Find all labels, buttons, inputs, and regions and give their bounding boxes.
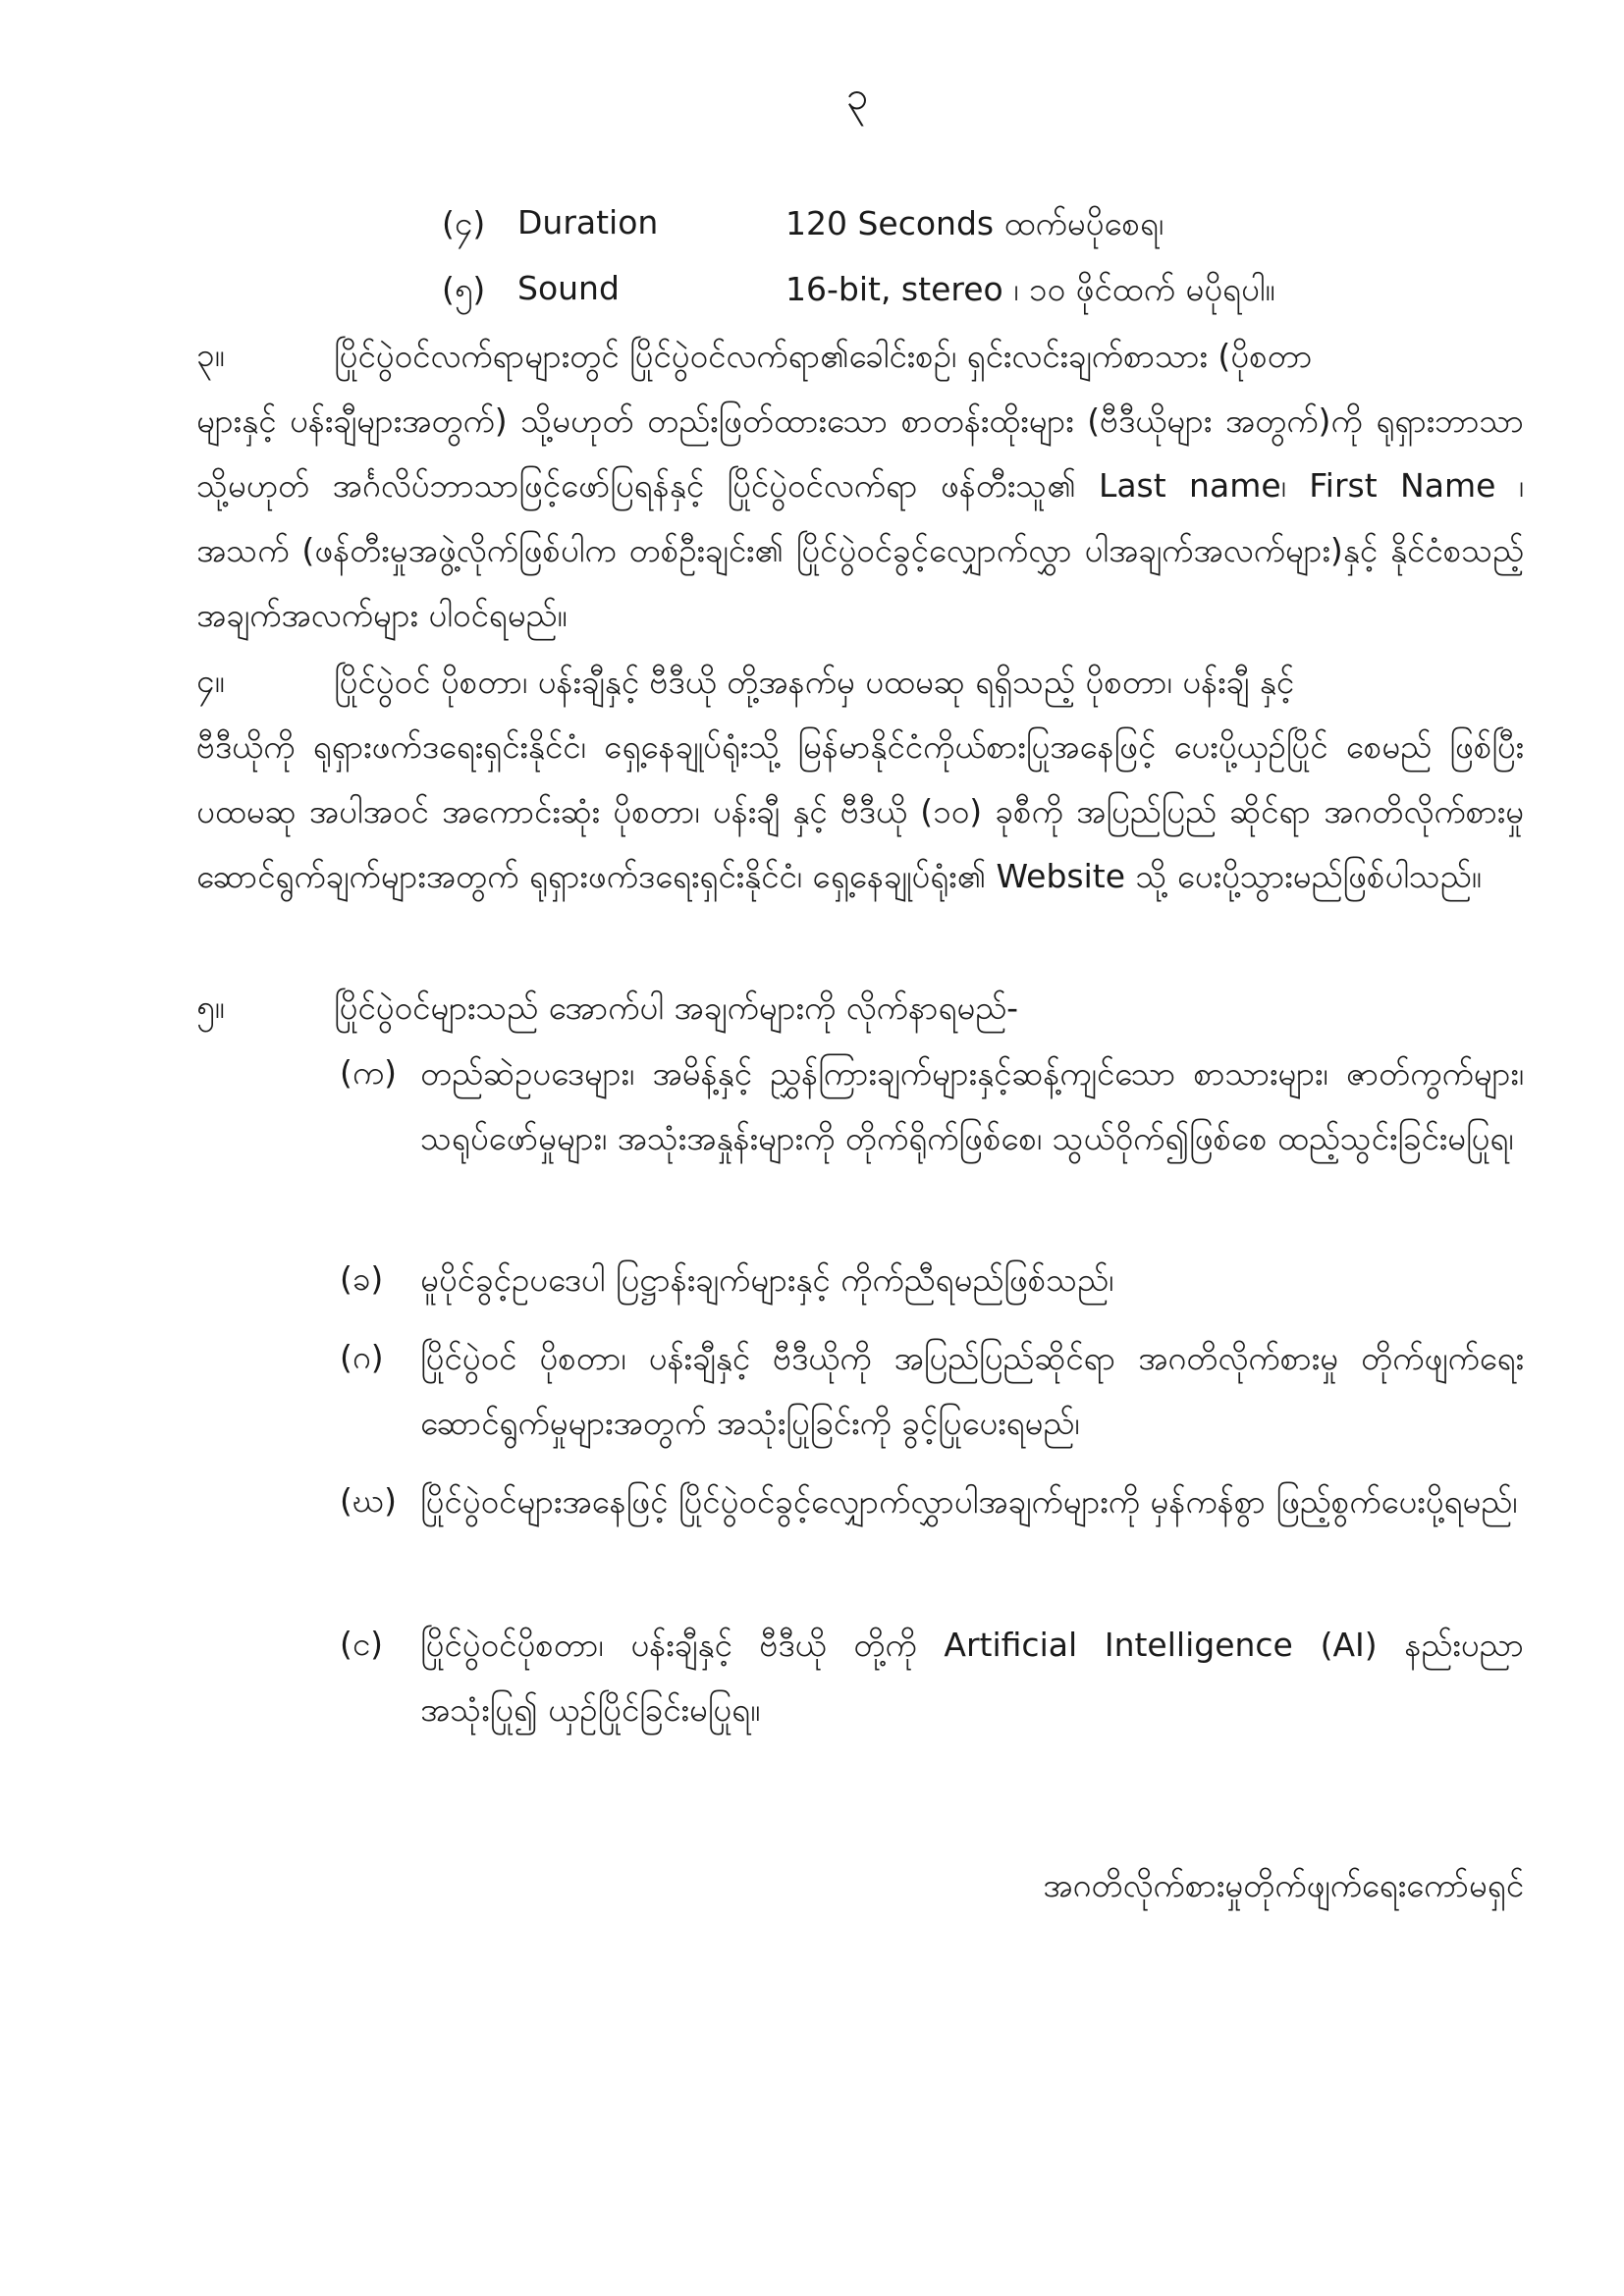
paragraph-number: ၄။ [196, 662, 225, 700]
list-item-label: (င) [340, 1625, 384, 1663]
paragraph-number: ၃။ [196, 336, 225, 374]
paragraph-body: ဗီဒီယိုကို ရုရှားဖက်ဒရေးရှင်းနိုင်ငံ၊ ရှေ့နေချုပ်ရုံးသို့ မြန်မာနိုင်ငံကိုယ်စားပြုအနေဖြင့် ပေးပို့ယှဉ်ပြိုင် စေမည် ဖြစ်ပြီး ပထမဆု အပါအဝင် အကောင်းဆုံး ပိုစတာ၊ ပန်းချီ နှင့် ဗီဒီယို (၁၀) ခုစီကို အပြည်ပြည် ဆိုင်ရာ အဂတိလိုက်စားမှုဆောင်ရွက်ချက်များအတွက် ရုရှားဖက်ဒရေးရှင်းနိုင်ငံ၊ ရှေ့နေချုပ်ရုံး၏ Website သို့ ပေးပို့သွားမည်ဖြစ်ပါသည်။ [196, 727, 1524, 895]
paragraph-first-line: ပြိုင်ပွဲဝင် ပိုစတာ၊ ပန်းချီနှင့် ဗီဒီယို တို့အနက်မှ ပထမဆု ရရှိသည့် ပိုစတာ၊ ပန်းချီ နှင့် [334, 663, 1295, 701]
list-item-text: မူပိုင်ခွင့်ဥပဒေပါ ပြဋ္ဌာန်းချက်များနှင့် ကိုက်ညီရမည်ဖြစ်သည်၊ [420, 1260, 1114, 1299]
spec-item-number: (၅) [442, 270, 486, 308]
list-item-text: ပြိုင်ပွဲဝင်များအနေဖြင့် ပြိုင်ပွဲဝင်ခွင့်လျှောက်လွှာပါအချက်များကို မှန်ကန်စွာ ဖြည့်စွက်ပေးပို့ရမည်၊ [420, 1482, 1518, 1521]
list-item-label: (ခ) [340, 1259, 384, 1298]
spec-item-number: (၄) [442, 204, 486, 242]
paragraph-first-line: ပြိုင်ပွဲဝင်လက်ရာများတွင် ပြိုင်ပွဲဝင်လက်ရာ၏ခေါင်းစဉ်၊ ရှင်းလင်းချက်စာသား (ပိုစတာ [334, 337, 1313, 375]
spec-item-label: Sound [517, 269, 620, 307]
list-item-text: ပြိုင်ပွဲဝင် ပိုစတာ၊ ပန်းချီနှင့် ဗီဒီယိုကို အပြည်ပြည်ဆိုင်ရာ အဂတိလိုက်စားမှု တိုက်ဖျက်ရေးဆောင်ရွက်မှုများအတွက် အသုံးပြုခြင်းကို ခွင့်ပြုပေးရမည်၊ [420, 1339, 1524, 1442]
paragraph-number: ၅။ [196, 988, 225, 1026]
list-item-label: (ဂ) [340, 1338, 384, 1376]
paragraph-first-line: ပြိုင်ပွဲဝင်များသည် အောက်ပါ အချက်များကို လိုက်နာရမည်- [334, 988, 1019, 1027]
list-item-text: ပြိုင်ပွဲဝင်ပိုစတာ၊ ပန်းချီနှင့် ဗီဒီယို တို့ကို Artificial Intelligence (AI) နည်းပညာ အသုံးပြု၍ ယှဉ်ပြိုင်ခြင်းမပြုရ။ [420, 1626, 1524, 1729]
paragraph-body: များနှင့် ပန်းချီများအတွက်) သို့မဟုတ် တည်းဖြတ်ထားသော စာတန်းထိုးများ (ဗီဒီယိုများ အတွက်)ကို ရုရှားဘာသာ သို့မဟုတ် အင်္ဂလိပ်ဘာသာဖြင့်ဖော်ပြရန်နှင့် ပြိုင်ပွဲဝင်လက်ရာ ဖန်တီးသူ၏ Last name၊ First Name ၊ အသက် (ဖန်တီးမှုအဖွဲ့လိုက်ဖြစ်ပါက တစ်ဦးချင်း၏ ပြိုင်ပွဲဝင်ခွင့်လျှောက်လွှာ ပါအချက်အလက်များ)နှင့် နိုင်ငံစသည့် အချက်အလက်များ ပါဝင်ရမည်။ [196, 401, 1524, 634]
signature-line: အဂတိလိုက်စားမှုတိုက်ဖျက်ရေးကော်မရှင် [1043, 1866, 1524, 1904]
spec-item-value: 120 Seconds ထက်မပိုစေရ၊ [785, 204, 1164, 242]
spec-item-value: 16-bit, stereo ၊ ၁၀ ဖိုင်ထက် မပိုရပါ။ [785, 270, 1275, 308]
list-item-label: (က) [340, 1053, 398, 1092]
list-item-text: တည်ဆဲဥပဒေများ၊ အမိန့်နှင့် ညွှန်ကြားချက်များနှင့်ဆန့်ကျင်သော စာသားများ၊ ဇာတ်ကွက်များ၊ သရုပ်ဖော်မှုများ၊ အသုံးအနှုန်းများကို တိုက်ရိုက်ဖြစ်စေ၊ သွယ်ဝိုက်၍ဖြစ်စေ ထည့်သွင်းခြင်းမပြုရ၊ [420, 1054, 1524, 1157]
page-number: ၃ [846, 74, 869, 119]
list-item-label: (ဃ) [340, 1481, 397, 1520]
spec-item-label: Duration [517, 203, 659, 241]
